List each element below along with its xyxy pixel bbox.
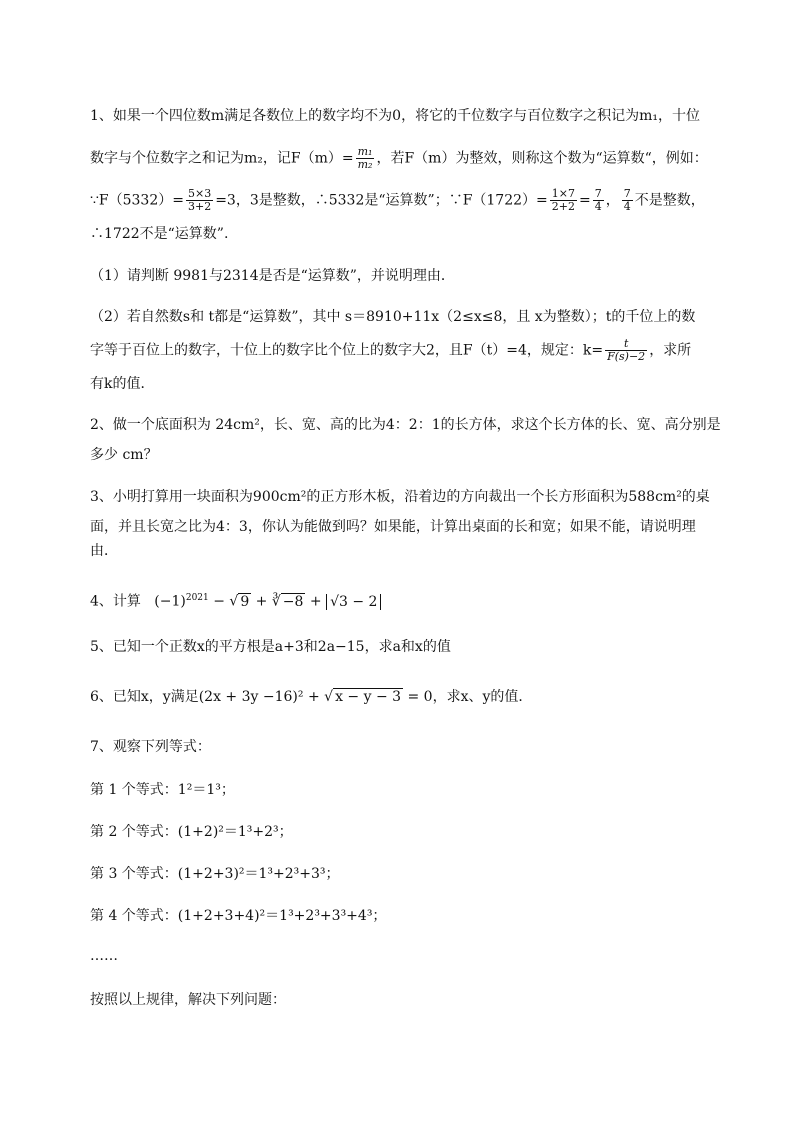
q3-line1: 3、小明打算用一块面积为900cm²的正方形木板，沿着边的方向裁出一个长方形面积为588cm²的桌 <box>90 489 710 505</box>
q5-line: 5、已知一个正数x的平方根是a+3和2a−15，求a和x的值 <box>90 639 451 655</box>
q1-line3: ∵F（5332）= $\frac{5\times 3}{3+2}$ =3，3是整数，∴5332是“运算数”；∵F（1722）= $\frac{1\times 7}{2+2}$ = $\frac{7}{4}$ ， $\frac{7}{4}$ 不是整数， <box>90 187 705 213</box>
fraction-7-4-a: $\frac{7}{4}$ <box>594 187 602 213</box>
q2-line2: 多少 cm？ <box>90 447 158 463</box>
q7-eq3: 第 3 个等式：(1+2+3)²＝1³+2³+3³； <box>90 866 340 882</box>
q1-sub2-line3: 有k的值． <box>90 376 155 392</box>
q4-line: 4、计算 $(-1)^{2021}$ − √ 9 + ∛ −8 + √3 − 2 <box>90 588 381 612</box>
q7-eq2: 第 2 个等式：(1+2)²＝1³+2³； <box>90 824 293 840</box>
q6-line: 6、已知x，y满足(2x + 3y −16)² + √ x − y − 3 = 0，求x、y的值． <box>90 689 533 705</box>
fraction-m: $\frac{\text{m₁}}{\text{m₂}}$ <box>357 145 373 171</box>
q1-sub2-line2: 字等于百位上的数字，十位上的数字比个位上的数字大2，且F（t）=4，规定：k= $\frac{t}{F(s)-2}$ ，求所 <box>90 337 692 363</box>
fraction-k: $\frac{t}{F(s)-2}$ <box>607 337 646 363</box>
q1-sub1: （1）请判断 9981与2314是否是“运算数”，并说明理由． <box>90 268 455 284</box>
fraction-7-4-b: $\frac{7}{4}$ <box>623 187 631 213</box>
q7-title: 7、观察下列等式： <box>90 739 211 755</box>
q7-eq4: 第 4 个等式：(1+2+3+4)²＝1³+2³+3³+4³； <box>90 908 387 924</box>
fraction-5332: $\frac{5\times 3}{3+2}$ <box>187 187 212 213</box>
q7-instruction: 按照以上规律，解决下列问题： <box>90 992 286 1008</box>
fraction-1722: $\frac{1\times 7}{2+2}$ <box>551 187 575 213</box>
q1-line2: 数字与个位数字之和记为m₂，记F（m）= $\frac{\text{m₁}}{\text{m₂}}$ ，若F（m）为整效，则称这个数为“运算数“，例如： <box>90 145 708 171</box>
q3-line3: 由． <box>90 543 118 559</box>
q1-line4: ∴1722不是“运算数”. <box>90 226 229 242</box>
q3-line2: 面，并且长宽之比为4：3，你认为能做到吗？如果能，计算出桌面的长和宽；如果不能，请说明理 <box>90 519 696 535</box>
q1-sub2-line1: （2）若自然数s和 t都是“运算数”，其中 s＝8910+11x（2≤x≤8，且 x为整数）；t的千位上的数 <box>90 309 696 325</box>
q7-ellipsis: …… <box>90 948 118 964</box>
q7-eq1: 第 1 个等式：1²＝1³； <box>90 782 235 798</box>
q1-line1: 1、如果一个四位数m满足各数位上的数字均不为0，将它的千位数字与百位数字之积记为m₁，十位 <box>90 108 700 124</box>
q2-line1: 2、做一个底面积为 24cm²，长、宽、高的比为4：2：1的长方体，求这个长方体的长、宽、高分别是 <box>90 417 721 433</box>
